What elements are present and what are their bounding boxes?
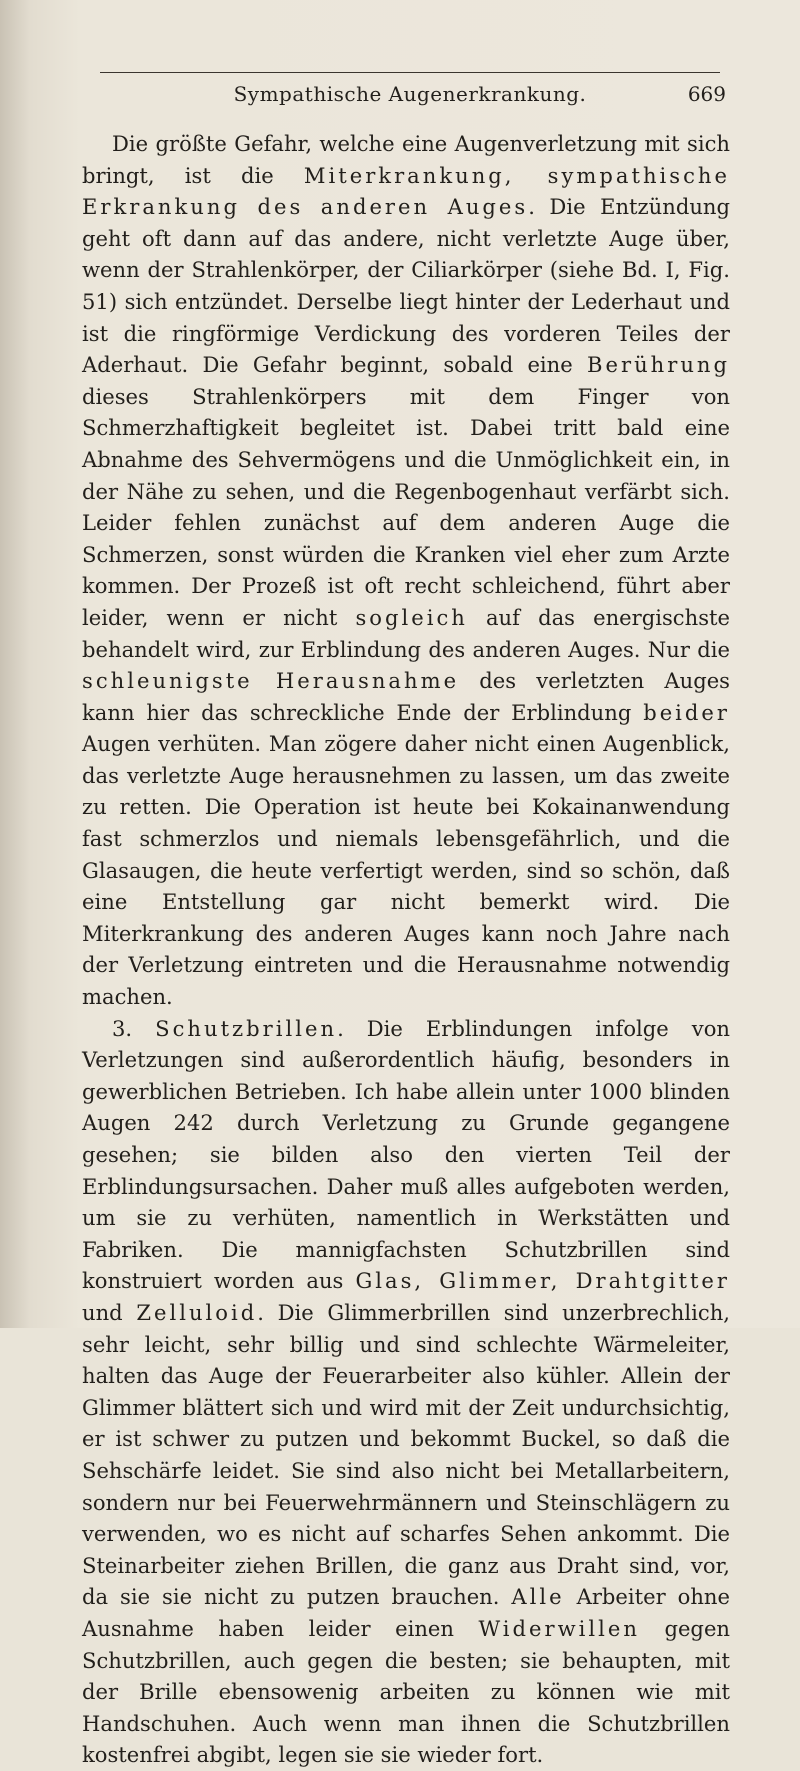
emphasis-term: Glas, Glimmer, Drahtgitter xyxy=(355,1268,730,1294)
page-body xyxy=(82,128,730,1771)
emphasis-term: Miterkrankung, sympathische Erkrankung des anderen Auges xyxy=(82,162,730,220)
section-heading: Schutzbrillen xyxy=(155,1015,338,1041)
emphasis-term: Berührung xyxy=(587,352,730,378)
emphasis-term: sogleich xyxy=(355,604,468,630)
emphasis-term: beider xyxy=(643,699,730,725)
emphasis-term: Alle xyxy=(511,1584,565,1610)
emphasis-term: schleunigste Herausnahme xyxy=(82,668,460,694)
header-rule xyxy=(100,72,720,73)
emphasis-term: Zelluloid xyxy=(136,1299,258,1325)
page-number: 669 xyxy=(687,82,726,106)
header-title: Sympathische Augenerkrankung. xyxy=(233,82,587,106)
emphasis-term: Widerwillen xyxy=(478,1615,640,1641)
running-header xyxy=(80,72,740,112)
paragraph-sympathetic-disease: Die größte Gefahr, welche eine Augenverletzung mit sich bringt, ist die Miterkrankung, sympathische Erkrankung des anderen Auges. Die Entzündung geht oft dann auf das andere, nicht verletzte Auge über, wenn der Strahlenkörper, der Ciliarkörper (siehe Bd. I, Fig. 51) sich entzündet. Derselbe liegt hinter der Lederhaut und ist die ringförmige Verdickung des vorderen Teiles der Aderhaut. Die Gefahr beginnt, sobald eine Berührung dieses Strahlenkörpers mit dem Finger von Schmerzhaftigkeit begleitet ist. Dabei tritt bald eine Abnahme des Sehvermögens und die Unmöglichkeit ein, in der Nähe zu sehen, und die Regenbogenhaut verfärbt sich. Leider fehlen zunächst auf dem anderen Auge die Schmerzen, sonst würden die Kranken viel eher zum Arzte kommen. Der Prozeß ist oft recht schleichend, führt aber leider, wenn er nicht sogleich auf das energischste behandelt wird, zur Erblindung des anderen Auges. Nur die schleunigste Herausnahme des verletzten Auges kann hier das schreckliche Ende der Erblindung beider Augen verhüten. Man zögere daher nicht einen Augenblick, das verletzte Auge herausnehmen zu lassen, um das zweite zu retten. Die Operation ist heute bei Kokainanwendung fast schmerzlos und niemals lebensgefährlich, und die Glasaugen, die heute verfertigt werden, sind so schön, daß eine Entstellung gar nicht bemerkt wird. Die Miterkrankung des anderen Auges kann noch Jahre nach der Verletzung eintreten und die Herausnahme notwendig machen. xyxy=(82,131,731,1010)
paragraph-protective-goggles: 3. Schutzbrillen. Die Erblindungen infolge von Verletzungen sind außerordentlich häufig, besonders in gewerblichen Betrieben. Ich habe allein unter 1000 blinden Augen 242 durch Verletzung zu Grunde gegangene gesehen; sie bilden also den vierten Teil der Erblindungsursachen. Daher muß alles aufgeboten werden, um sie zu verhüten, namentlich in Werkstätten und Fabriken. Die mannigfachsten Schutzbrillen sind konstruiert worden aus Glas, Glimmer, Drahtgitter und Zelluloid. Die Glimmerbrillen sind unzerbrechlich, sehr leicht, sehr billig und sind schlechte Wärmeleiter, halten das Auge der Feuerarbeiter also kühler. Allein der Glimmer blättert sich und wird mit der Zeit undurchsichtig, er ist schwer zu putzen und bekommt Buckel, so daß die Sehschärfe leidet. Sie sind also nicht bei Metallarbeitern, sondern nur bei Feuerwehrmännern und Steinschlägern zu verwenden, wo es nicht auf scharfes Sehen ankommt. Die Steinarbeiter ziehen Brillen, die ganz aus Draht sind, vor, da sie sie nicht zu putzen brauchen. Alle Arbeiter ohne Ausnahme haben leider einen Widerwillen gegen Schutzbrillen, auch gegen die besten; sie behaupten, mit der Brille ebensowenig arbeiten zu können wie mit Handschuhen. Auch wenn man ihnen die Schutzbrillen kostenfrei abgibt, legen sie sie wieder fort. xyxy=(82,1015,731,1768)
